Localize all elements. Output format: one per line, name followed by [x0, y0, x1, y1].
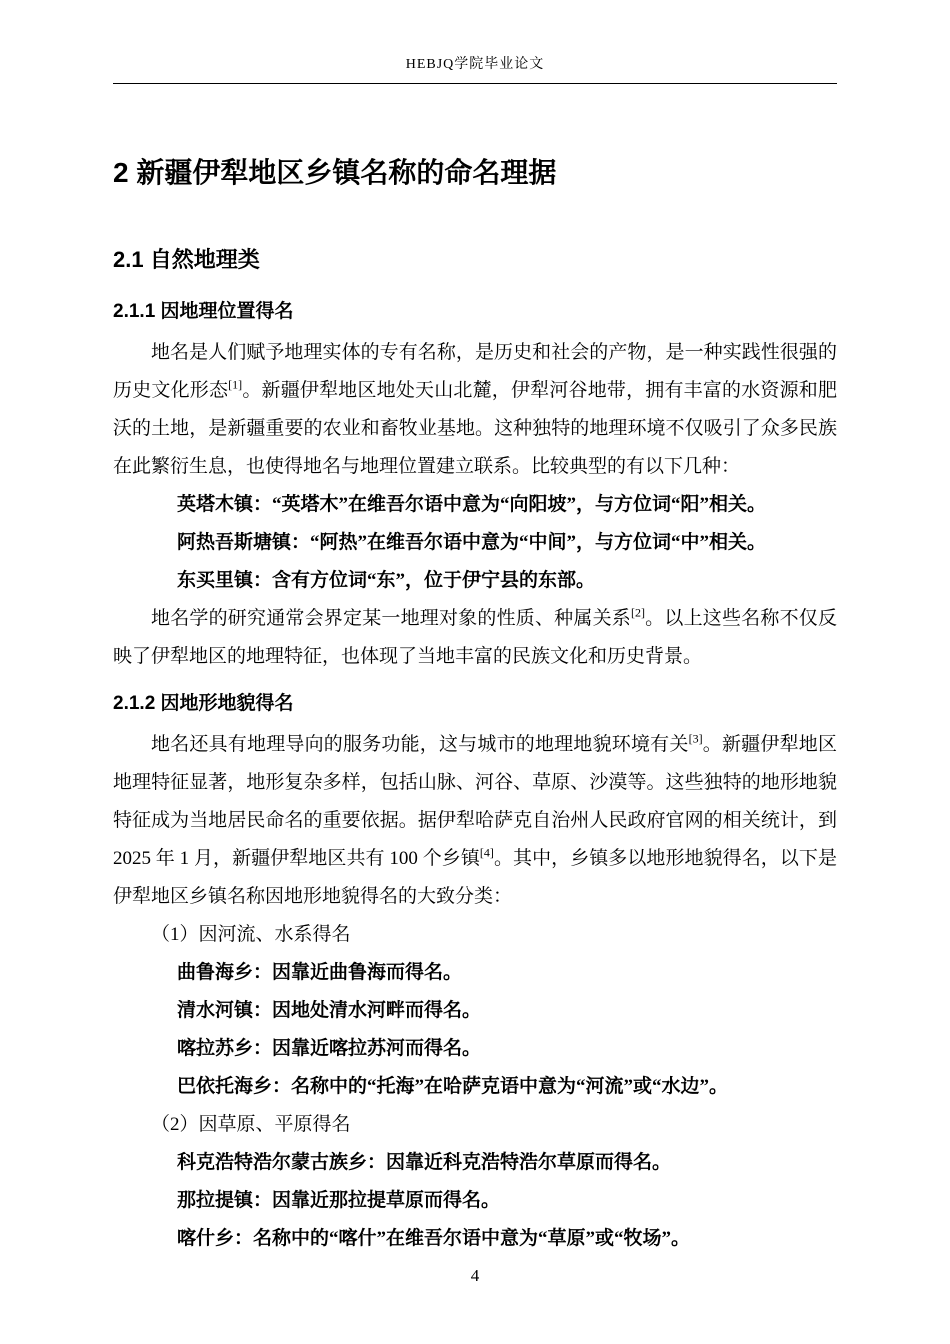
paragraph-text: 。其中，乡镇多以地形地貌得名，以下是伊犁地区乡镇名称因地形地貌得名的大致分类： [113, 848, 837, 907]
example-item-kekehaotehaoer: 科克浩特浩尔蒙古族乡：因靠近科克浩特浩尔草原而得名。 [177, 1152, 672, 1173]
chapter-title: 2 新疆伊犁地区乡镇名称的命名理据 [113, 157, 557, 188]
citation-ref-3: [3] [688, 731, 703, 746]
paragraph-text: 。以上这些名称不仅反映了伊犁地区的地理特征，也体现了当地丰富的民族文化和历史背景。 [113, 608, 837, 667]
running-header [113, 56, 837, 84]
subsection-title-geo-position: 2.1.1 因地理位置得名 [113, 301, 294, 322]
example-item-dongmaili: 东买里镇：含有方位词“东”，位于伊宁县的东部。 [177, 570, 596, 591]
example-item-kashi: 喀什乡：名称中的“喀什”在维吾尔语中意为“草原”或“牧场”。 [177, 1228, 691, 1249]
subsection-title-landform: 2.1.2 因地形地貌得名 [113, 693, 294, 714]
running-header-title: HEBJQ学院毕业论文 [405, 57, 545, 72]
example-item-quluhai: 曲鲁海乡：因靠近曲鲁海而得名。 [177, 962, 463, 983]
paragraph-text: 地名是人们赋予地理实体的专有名称，是历史和社会的产物，是一种实践性很强的历史文化形态 [113, 342, 837, 401]
citation-ref-2: [2] [630, 605, 645, 620]
example-item-kalasu: 喀拉苏乡：因靠近喀拉苏河而得名。 [177, 1038, 482, 1059]
example-item-qingshuihe: 清水河镇：因地处清水河畔而得名。 [177, 1000, 482, 1021]
paragraph-geo-position [113, 334, 837, 486]
category-label-grassland: （2）因草原、平原得名 [151, 1114, 351, 1135]
paragraph-text: 。新疆伊犁地区地处天山北麓，伊犁河谷地带，拥有丰富的水资源和肥沃的土地，是新疆重要的农业和畜牧业基地。这种独特的地理环境不仅吸引了众多民族在此繁衍生息，也使得地名与地理位置建立联系。比较典型的有以下几种： [113, 380, 837, 477]
example-item-arewusitang: 阿热吾斯塘镇：“阿热”在维吾尔语中意为“中间”，与方位词“中”相关。 [177, 532, 767, 553]
category-label-rivers: （1）因河流、水系得名 [151, 924, 351, 945]
example-item-yingtamu: 英塔木镇：“英塔木”在维吾尔语中意为“向阳坡”，与方位词“阳”相关。 [177, 494, 767, 515]
example-item-nalati: 那拉提镇：因靠近那拉提草原而得名。 [177, 1190, 501, 1211]
header-rule [113, 83, 837, 84]
paragraph-toponymy-summary [113, 600, 837, 676]
citation-ref-1: [1] [228, 377, 243, 392]
paragraph-text: 地名还具有地理导向的服务功能，这与城市的地理地貌环境有关 [151, 734, 689, 755]
example-item-bayituohai: 巴依托海乡：名称中的“托海”在哈萨克语中意为“河流”或“水边”。 [177, 1076, 729, 1097]
paragraph-text: 地名学的研究通常会界定某一地理对象的性质、种属关系 [151, 608, 631, 629]
section-title: 2.1 自然地理类 [113, 247, 260, 272]
paragraph-landform [113, 726, 837, 916]
page-number: 4 [470, 1266, 480, 1285]
paragraph-text: 。新疆伊犁地区地理特征显著，地形复杂多样，包括山脉、河谷、草原、沙漠等。这些独特的地形地貌特征成为当地居民命名的重要依据。据伊犁哈萨克自治州人民政府官网的相关统计，到 2025 年 1 月，新疆伊犁地区共有 100 个乡镇 [113, 734, 837, 869]
citation-ref-4: [4] [479, 845, 494, 860]
